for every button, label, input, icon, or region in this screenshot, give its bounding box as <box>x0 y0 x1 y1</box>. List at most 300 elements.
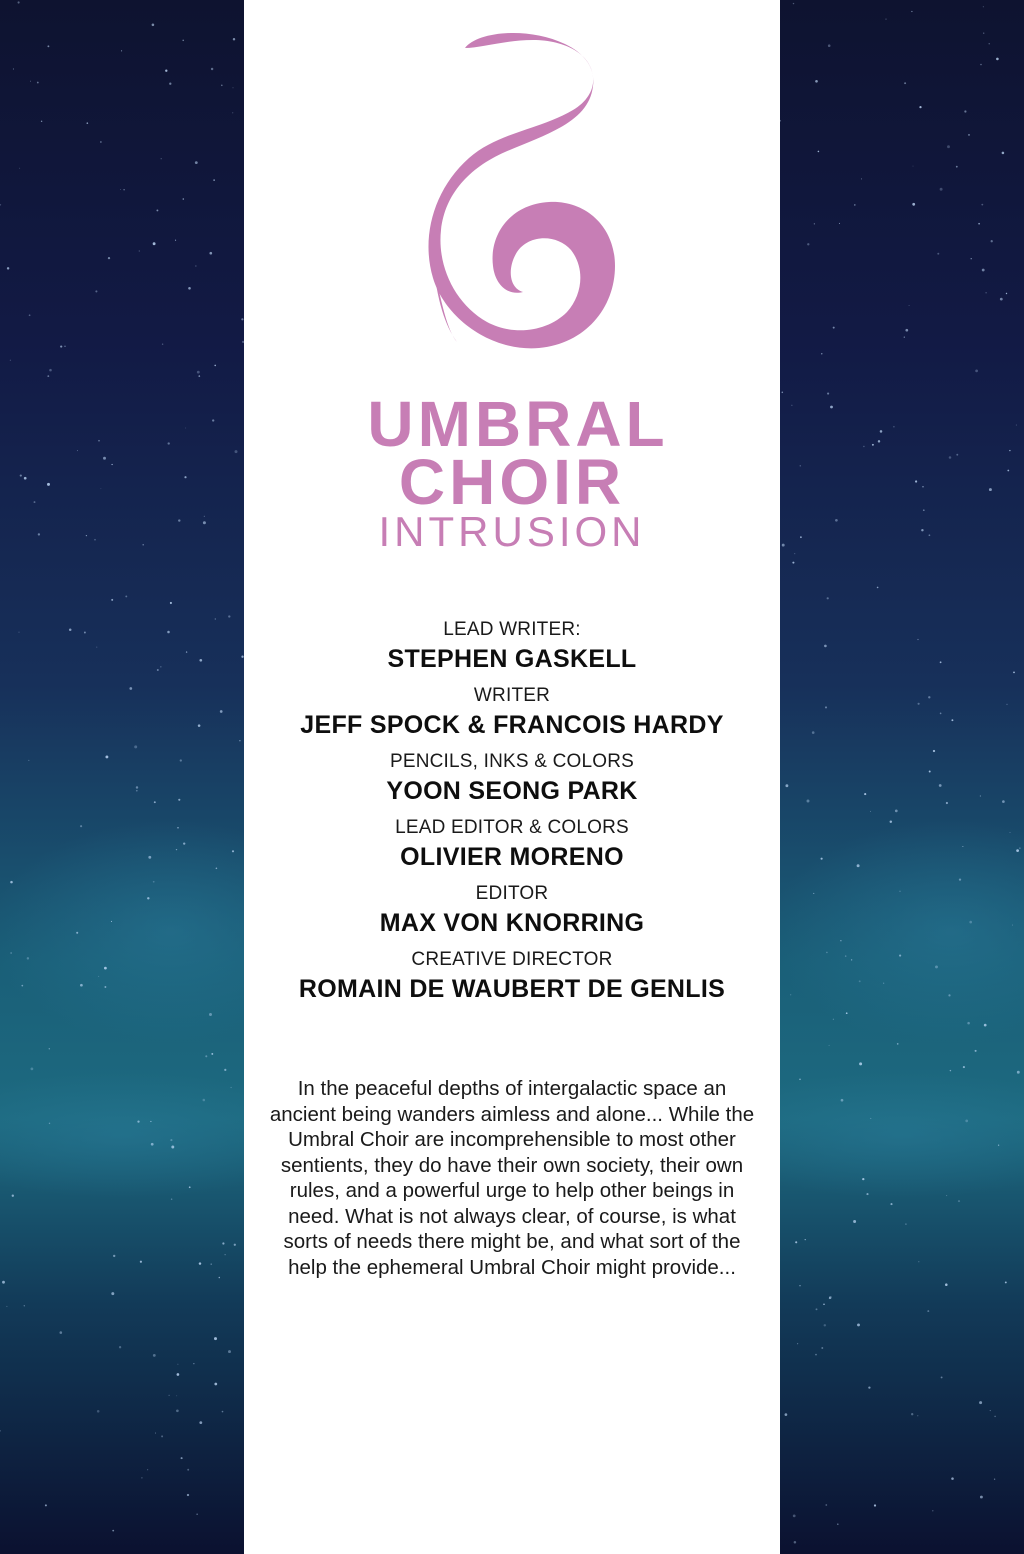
star <box>878 440 880 442</box>
star <box>167 631 170 634</box>
star <box>794 1541 797 1544</box>
star <box>785 1413 788 1416</box>
star <box>922 486 923 487</box>
star <box>932 1510 933 1511</box>
star <box>851 959 852 960</box>
star <box>185 428 186 429</box>
star <box>1019 847 1020 848</box>
star <box>861 178 862 179</box>
star <box>156 209 158 211</box>
star <box>965 1120 968 1123</box>
star <box>148 856 151 859</box>
star <box>951 1477 954 1480</box>
star <box>897 1043 899 1045</box>
star <box>793 3 794 4</box>
star <box>203 1099 206 1102</box>
star <box>857 864 860 867</box>
star <box>231 1087 232 1088</box>
star <box>975 1050 977 1052</box>
star <box>827 597 829 599</box>
star <box>1013 672 1015 674</box>
credit-creative-director <box>244 947 780 1005</box>
star <box>799 1078 801 1080</box>
star <box>198 724 201 727</box>
star <box>199 659 202 662</box>
star <box>0 204 1 206</box>
star <box>80 825 82 827</box>
star <box>864 793 866 795</box>
star <box>152 24 155 27</box>
star <box>211 1053 213 1055</box>
star <box>151 1143 154 1146</box>
star <box>19 168 20 169</box>
star <box>177 827 179 829</box>
synopsis-text: In the peaceful depths of intergalactic space an ancient being wanders aimless and alone... While the Umbral Choir are incomprehensible to most other sentients, they do have their own society, their own rules, and a powerful urge to help other beings in need. What is not always clear, of course, is what sorts of needs there might be, and what sort of the help the ephemeral Umbral Choir might provide... <box>269 1077 755 1279</box>
stars-left <box>0 0 244 1554</box>
star <box>198 375 200 377</box>
star <box>104 967 107 970</box>
star <box>890 1203 892 1205</box>
star <box>37 82 39 84</box>
star <box>968 134 970 136</box>
star <box>951 719 953 721</box>
star <box>228 615 230 617</box>
star <box>98 976 99 977</box>
star <box>224 1069 226 1071</box>
credit-role: PENCILS, INKS & COLORS <box>389 751 635 772</box>
star <box>927 1310 929 1312</box>
star <box>169 1395 170 1396</box>
star <box>7 267 9 269</box>
star <box>886 19 887 20</box>
star <box>917 1415 918 1416</box>
star <box>940 713 942 715</box>
star <box>870 811 871 812</box>
star <box>963 1066 965 1068</box>
star <box>1017 1071 1020 1074</box>
star <box>161 1435 163 1437</box>
star <box>805 1239 806 1240</box>
starfield-left <box>0 0 244 1554</box>
star <box>829 1045 830 1046</box>
star <box>895 810 898 813</box>
star <box>967 1022 970 1025</box>
star <box>937 253 939 255</box>
star <box>800 536 802 538</box>
star <box>941 1376 943 1378</box>
credit-lead-writer <box>244 617 780 675</box>
star <box>64 346 65 347</box>
credit-pencils-inks-colors <box>244 749 780 807</box>
title-umbral: UMBRAL <box>367 388 669 460</box>
credit-role: LEAD WRITER: <box>443 619 581 640</box>
star <box>792 562 794 564</box>
star <box>946 802 948 804</box>
star <box>180 759 182 761</box>
star <box>169 83 171 85</box>
star <box>917 639 918 640</box>
star <box>857 1323 860 1326</box>
star <box>125 595 127 597</box>
star <box>868 1386 870 1388</box>
star <box>949 456 952 459</box>
star <box>235 450 238 453</box>
star <box>982 269 985 272</box>
star <box>86 535 87 536</box>
star <box>29 314 31 316</box>
star <box>863 446 864 447</box>
credit-role: CREATIVE DIRECTOR <box>411 949 613 970</box>
star <box>800 465 801 466</box>
star <box>214 365 216 367</box>
star <box>175 240 176 241</box>
credit-role: LEAD EDITOR & COLORS <box>395 817 629 838</box>
star <box>985 292 986 293</box>
star <box>964 110 966 112</box>
star <box>980 1496 983 1499</box>
star <box>1016 425 1017 426</box>
star <box>97 1410 100 1413</box>
star <box>994 1479 995 1480</box>
star <box>105 755 108 758</box>
star <box>794 553 795 554</box>
star <box>830 406 833 409</box>
star <box>95 290 97 292</box>
star <box>854 204 856 206</box>
star <box>947 145 950 148</box>
star <box>21 985 23 987</box>
credit-role: EDITOR <box>475 883 549 904</box>
star <box>816 1308 818 1310</box>
star <box>839 223 840 224</box>
star <box>41 121 42 122</box>
star <box>34 501 36 503</box>
star <box>195 266 196 267</box>
star <box>203 521 206 524</box>
star <box>214 1337 217 1340</box>
star <box>76 932 78 934</box>
star <box>69 629 72 632</box>
star <box>136 786 138 788</box>
star <box>812 731 815 734</box>
star <box>929 771 931 773</box>
star <box>911 11 912 12</box>
star <box>853 1220 856 1223</box>
star <box>197 1514 198 1515</box>
credit-role: WRITER <box>473 685 551 706</box>
star <box>18 632 19 633</box>
star <box>818 151 820 153</box>
star <box>178 519 180 521</box>
star <box>956 454 958 456</box>
star <box>171 1198 172 1199</box>
star <box>983 33 984 34</box>
star <box>840 940 841 941</box>
star <box>909 305 910 306</box>
star <box>20 475 22 477</box>
star <box>212 419 214 421</box>
star <box>1006 704 1007 705</box>
star <box>45 1504 47 1506</box>
star <box>139 250 140 251</box>
star <box>153 881 155 883</box>
star <box>177 1373 180 1376</box>
star <box>915 480 917 482</box>
star <box>221 85 223 87</box>
credit-name: JEFF SPOCK & FRANCOIS HARDY <box>300 711 724 739</box>
star <box>981 204 983 206</box>
star <box>828 44 831 47</box>
star <box>870 1118 871 1119</box>
star <box>47 375 49 377</box>
star <box>193 1363 194 1364</box>
star <box>918 1261 919 1262</box>
star <box>6 1306 7 1307</box>
star <box>160 666 161 667</box>
star <box>111 1292 114 1295</box>
star <box>178 799 180 801</box>
star <box>123 189 124 190</box>
star <box>998 1145 999 1146</box>
star <box>94 539 96 541</box>
star <box>24 1305 25 1306</box>
star <box>971 258 972 259</box>
star <box>835 519 838 522</box>
star <box>940 188 943 191</box>
star <box>155 1433 156 1434</box>
star <box>946 1195 947 1196</box>
star <box>823 1304 825 1306</box>
star <box>108 257 110 259</box>
star <box>10 360 11 361</box>
subtitle-intrusion: INTRUSION <box>378 508 646 555</box>
star <box>994 1416 996 1418</box>
star <box>10 952 11 953</box>
star <box>98 440 100 442</box>
star <box>129 687 132 690</box>
star <box>795 1241 797 1243</box>
star <box>141 1477 142 1478</box>
star <box>790 994 791 995</box>
star <box>846 1012 848 1014</box>
star <box>199 1262 201 1264</box>
star <box>919 106 921 108</box>
star <box>189 1186 191 1188</box>
star <box>183 198 185 200</box>
star <box>12 1195 14 1197</box>
star <box>904 336 905 337</box>
star <box>49 1048 50 1049</box>
star <box>111 464 112 465</box>
star <box>825 1504 827 1506</box>
star <box>912 203 915 206</box>
star <box>821 858 823 860</box>
star <box>984 1024 987 1027</box>
star <box>183 842 185 844</box>
star <box>950 1070 951 1071</box>
star <box>188 287 191 290</box>
star <box>893 426 895 428</box>
star <box>905 329 908 332</box>
umbral-choir-logo-icon <box>407 30 627 360</box>
star <box>199 1421 202 1424</box>
star <box>905 1223 907 1225</box>
star <box>807 800 810 803</box>
star <box>814 223 815 224</box>
credit-name: OLIVIER MORENO <box>400 843 624 871</box>
star <box>181 1457 183 1459</box>
star <box>211 68 213 70</box>
star <box>826 952 828 954</box>
star <box>84 632 86 634</box>
credit-lead-editor <box>244 815 780 873</box>
star <box>157 669 159 671</box>
star <box>176 1409 179 1412</box>
star <box>60 1331 63 1334</box>
star <box>147 897 149 899</box>
star <box>24 477 27 480</box>
star <box>935 965 938 968</box>
star <box>209 252 212 255</box>
star <box>111 599 113 601</box>
star <box>219 1277 221 1279</box>
star <box>883 983 884 984</box>
star <box>978 223 980 225</box>
star <box>239 740 240 741</box>
star <box>829 1297 831 1299</box>
star <box>815 80 818 83</box>
credit-editor <box>244 881 780 939</box>
star <box>233 87 234 88</box>
star <box>780 120 781 122</box>
star <box>1009 450 1010 451</box>
star <box>80 984 83 987</box>
star <box>136 790 138 792</box>
star <box>866 1193 868 1195</box>
star <box>785 784 788 787</box>
star <box>162 344 163 345</box>
star <box>948 994 950 996</box>
star <box>1007 470 1009 472</box>
star <box>171 1146 174 1149</box>
star <box>13 69 14 70</box>
credit-writer <box>244 683 780 741</box>
star <box>824 1324 826 1326</box>
star <box>49 369 52 372</box>
star <box>939 784 942 787</box>
star <box>153 1354 156 1357</box>
star <box>31 1068 34 1071</box>
star <box>979 1401 982 1404</box>
star <box>980 64 982 66</box>
credit-name: ROMAIN DE WAUBERT DE GENLIS <box>298 975 726 1003</box>
star <box>799 1285 800 1286</box>
star <box>134 745 137 748</box>
star <box>821 353 822 354</box>
star <box>10 881 13 884</box>
star <box>120 189 121 190</box>
star <box>813 893 814 894</box>
star <box>49 1123 50 1124</box>
star <box>100 141 101 142</box>
star <box>222 1242 224 1244</box>
star <box>87 122 89 124</box>
star <box>1002 800 1005 803</box>
star <box>1005 1281 1007 1283</box>
star <box>197 371 200 374</box>
star <box>1002 152 1005 155</box>
star <box>205 1055 207 1057</box>
star <box>793 1515 796 1518</box>
star <box>911 1413 913 1415</box>
star <box>859 1062 862 1065</box>
star <box>176 849 177 850</box>
star <box>27 957 29 959</box>
star <box>47 45 49 47</box>
star <box>232 112 233 113</box>
star <box>176 1395 177 1396</box>
star <box>791 405 792 406</box>
star <box>77 450 78 451</box>
star <box>101 488 102 489</box>
star <box>137 1120 139 1122</box>
star <box>877 587 879 589</box>
star <box>119 1346 121 1348</box>
star <box>928 696 930 698</box>
star <box>111 921 112 922</box>
star <box>233 38 235 40</box>
star <box>168 442 170 444</box>
star <box>815 1354 817 1356</box>
star <box>956 166 958 168</box>
star <box>103 457 106 460</box>
star <box>975 370 978 373</box>
star <box>225 1254 226 1255</box>
star <box>142 544 144 546</box>
starfield-right <box>780 0 1024 1554</box>
star <box>980 796 981 797</box>
star <box>222 1411 224 1413</box>
star <box>214 1383 217 1386</box>
star <box>921 529 923 531</box>
star <box>150 1121 151 1122</box>
star <box>825 706 827 708</box>
star <box>962 846 963 847</box>
star <box>782 544 785 547</box>
star <box>147 1469 148 1470</box>
star <box>824 645 827 648</box>
title-choir: CHOIR <box>398 446 626 518</box>
star <box>880 430 883 433</box>
star <box>104 986 106 988</box>
star <box>209 1013 212 1016</box>
star <box>228 1350 231 1353</box>
star <box>904 82 906 84</box>
star <box>959 878 961 880</box>
credits-panel <box>244 0 780 1554</box>
star <box>2 1281 5 1284</box>
star <box>989 43 990 44</box>
star <box>833 327 835 329</box>
star <box>1010 832 1011 833</box>
star <box>153 242 156 245</box>
star <box>969 921 972 924</box>
star <box>170 602 172 604</box>
star <box>990 1410 991 1411</box>
star <box>807 243 809 245</box>
star <box>983 6 984 7</box>
star <box>165 70 167 72</box>
